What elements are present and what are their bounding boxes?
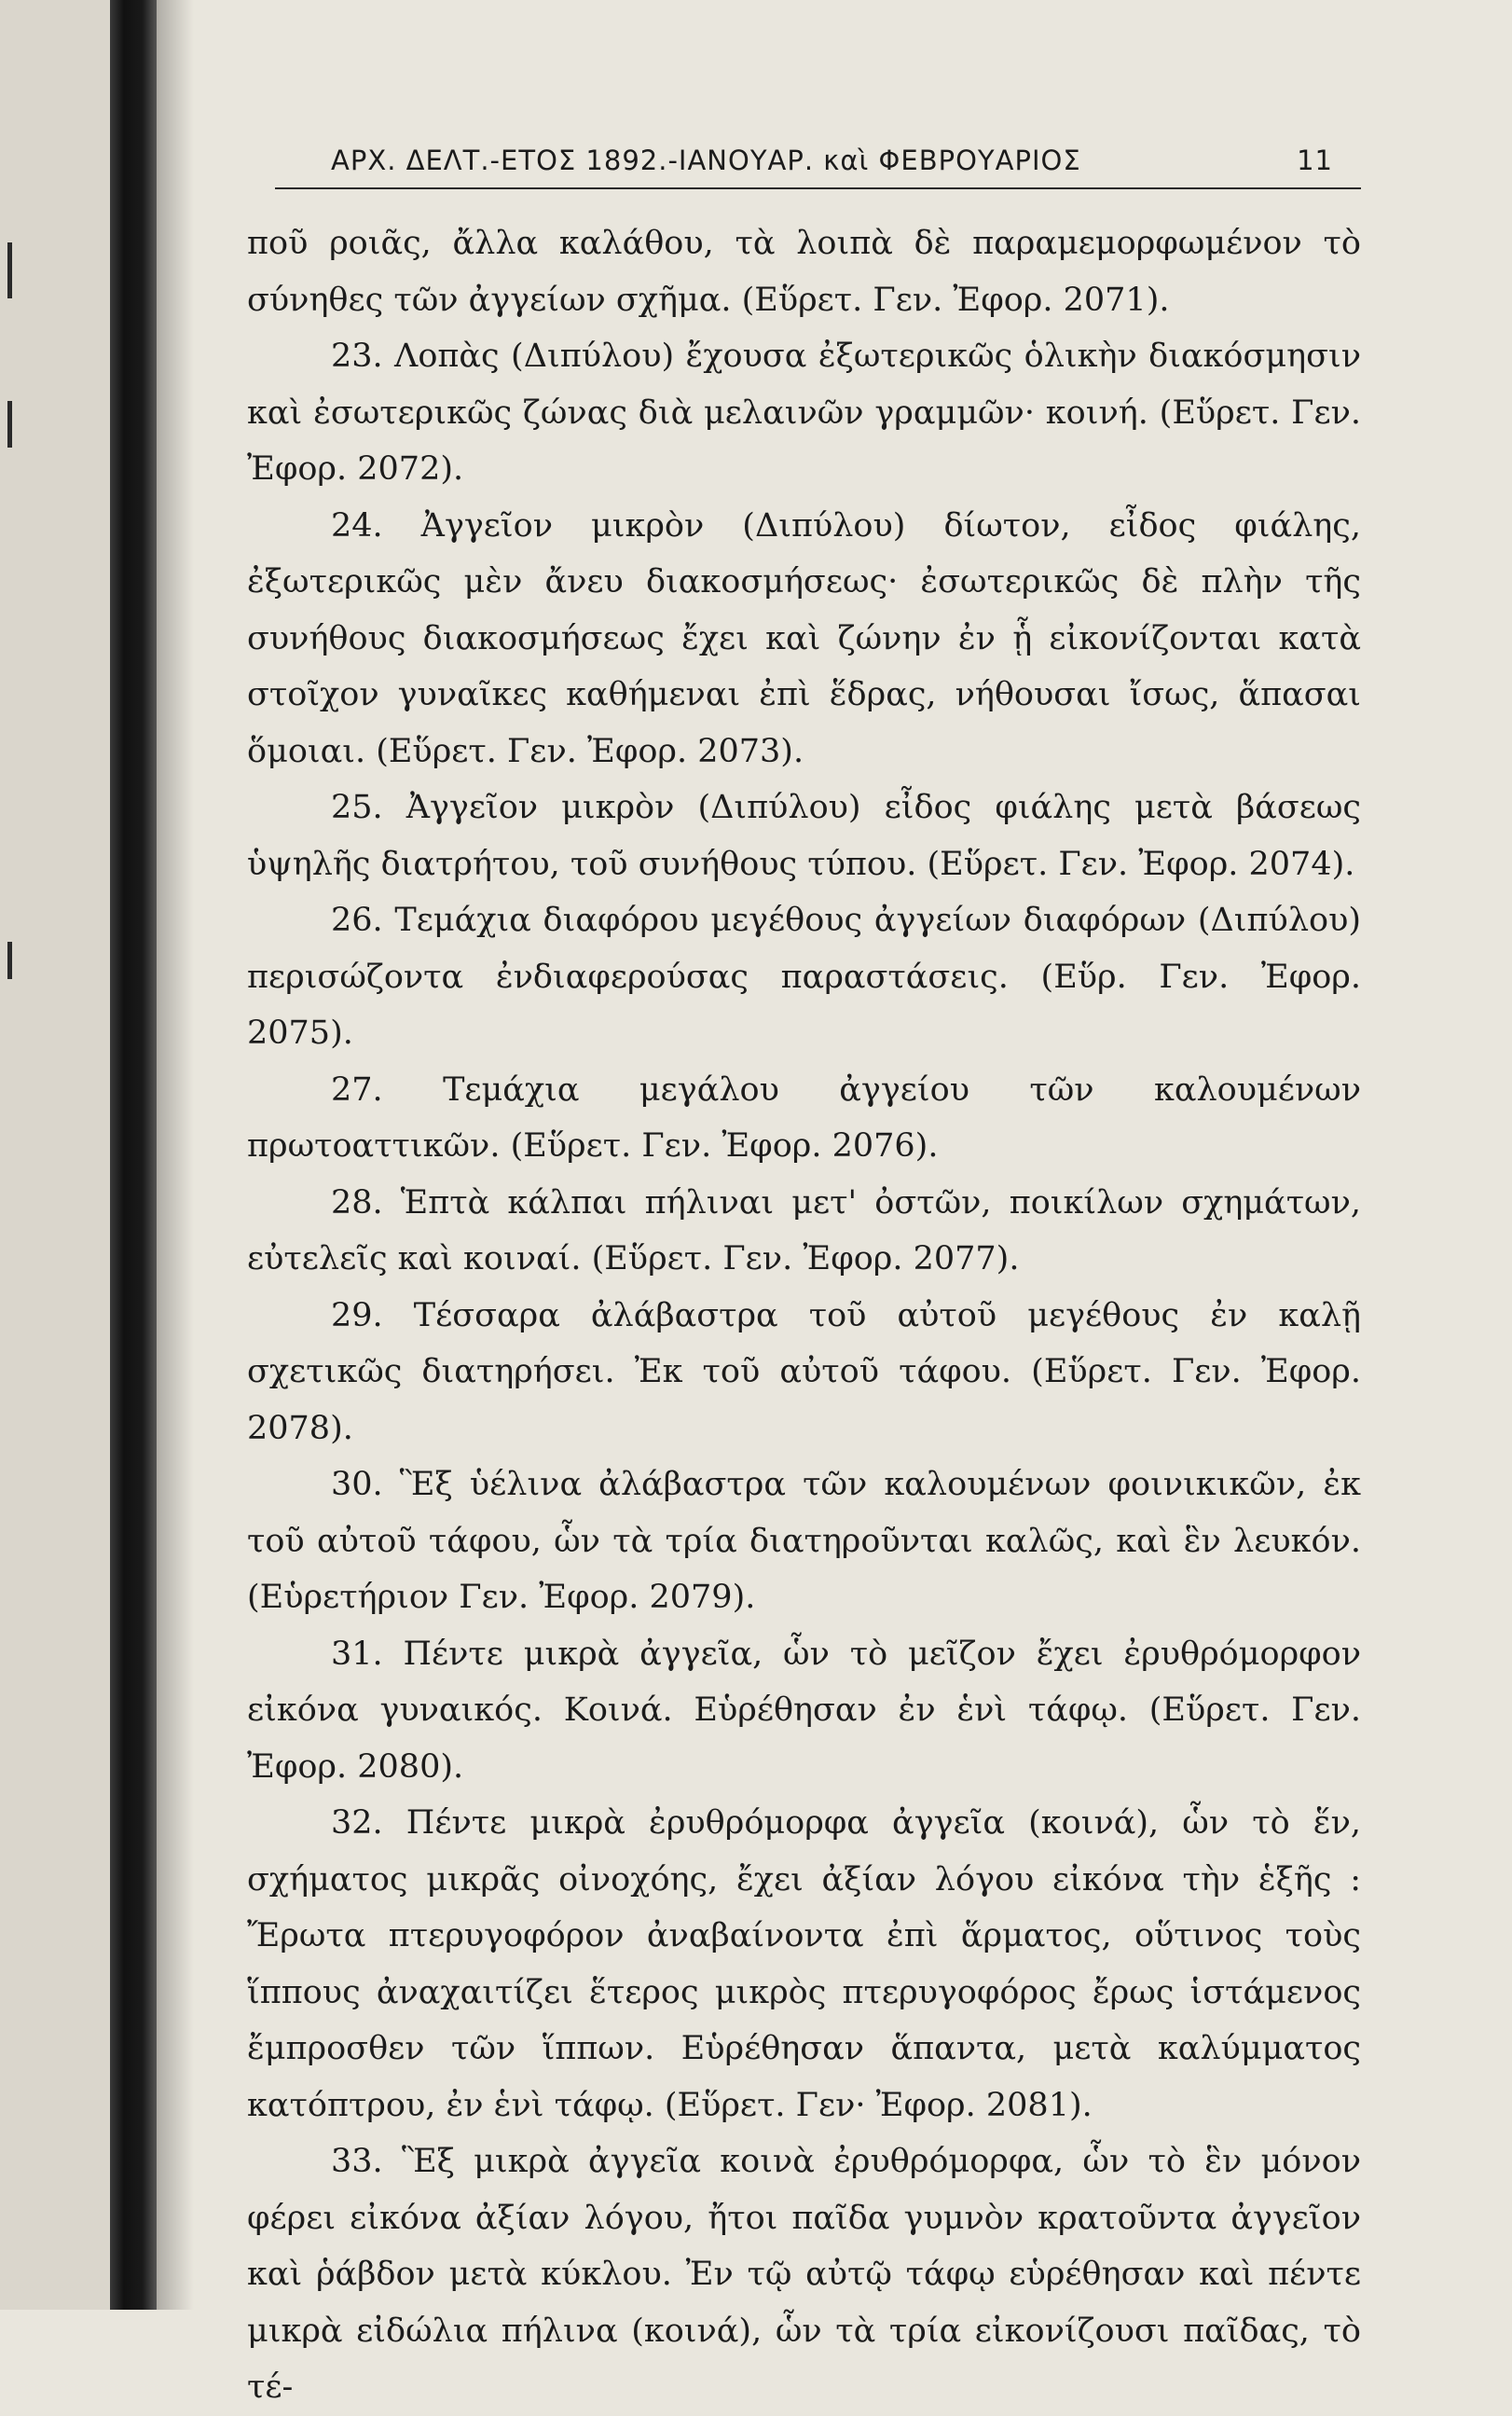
page-number: 11 <box>1297 145 1333 176</box>
paragraph-continued: ποῦ ροιᾶς, ἄλλα καλάθου, τὰ λοιπὰ δὲ παραμεμορφωμένον τὸ σύνηθες τῶν ἀγγείων σχῆμα. (Εὕρετ. Γεν. Ἐφορ. 2071). <box>247 225 1361 319</box>
entry-31: 31. Πέντε μικρὰ ἀγγεῖα, ὧν τὸ μεῖζον ἔχει ἐρυθρόμορφον εἰκόνα γυναικός. Κοινά. Εὑρέθησαν ἐν ἑνὶ τάφῳ. (Εὕρετ. Γεν. Ἐφορ. 2080). <box>247 1635 1361 1786</box>
facing-page-mark <box>7 242 12 298</box>
entry-27: 27. Τεμάχια μεγάλου ἀγγείου τῶν καλουμένων πρωτοαττικῶν. (Εὕρετ. Γεν. Ἐφορ. 2076). <box>247 1070 1361 1165</box>
entry-32: 32. Πέντε μικρὰ ἐρυθρόμορφα ἀγγεῖα (κοινά), ὧν τὸ ἕν, σχήματος μικρᾶς οἰνοχόης, ἔχει ἀξίαν λόγου εἰκόνα τὴν ἑξῆς : Ἔρωτα πτερυγοφόρον ἀναβαίνοντα ἐπὶ ἅρματος, οὕτινος τοὺς ἵππους ἀναχαιτίζει ἕτερος μικρὸς πτερυγοφόρος ἔρως ἱστάμενος ἔμπροσθεν τῶν ἵππων. Εὑρέθησαν ἅπαντα, μετὰ καλύμματος κατόπτρου, ἐν ἑνὶ τάφῳ. (Εὕρετ. Γεν· Ἐφορ. 2081). <box>247 1804 1361 2124</box>
body-text <box>247 215 1361 2416</box>
book-spine-shadow <box>110 0 157 2310</box>
entry-26: 26. Τεμάχια διαφόρου μεγέθους ἀγγείων διαφόρων (Διπύλου) περισώζοντα ἐνδιαφερούσας παραστάσεις. (Εὕρ. Γεν. Ἐφορ. 2075). <box>247 902 1361 1052</box>
header-rule <box>275 187 1361 189</box>
entry-25: 25. Ἀγγεῖον μικρὸν (Διπύλου) εἶδος φιάλης μετὰ βάσεως ὑψηλῆς διατρήτου, τοῦ συνήθους τύπου. (Εὕρετ. Γεν. Ἐφορ. 2074). <box>247 789 1361 883</box>
page <box>247 145 1361 2416</box>
running-head <box>247 145 1361 176</box>
entry-30: 30. Ἓξ ὑέλινα ἀλάβαστρα τῶν καλουμένων φοινικικῶν, ἐκ τοῦ αὐτοῦ τάφου, ὧν τὰ τρία διατηροῦνται καλῶς, καὶ ἓν λευκόν. (Εὑρετήριον Γεν. Ἐφορ. 2079). <box>247 1466 1361 1616</box>
entry-23: 23. Λοπὰς (Διπύλου) ἔχουσα ἐξωτερικῶς ὁλικὴν διακόσμησιν καὶ ἐσωτερικῶς ζώνας διὰ μελαινῶν γραμμῶν· κοινή. (Εὕρετ. Γεν. Ἐφορ. 2072). <box>247 338 1361 488</box>
entry-29: 29. Τέσσαρα ἀλάβαστρα τοῦ αὐτοῦ μεγέθους ἐν καλῇ σχετικῶς διατηρήσει. Ἐκ τοῦ αὐτοῦ τάφου. (Εὕρετ. Γεν. Ἐφορ. 2078). <box>247 1296 1361 1447</box>
running-head-title: ΑΡΧ. ΔΕΛΤ.-ΕΤΟΣ 1892.-ΙΑΝΟΥΑΡ. καὶ ΦΕΒΡΟΥΑΡΙΟΣ <box>331 145 1081 176</box>
entry-28: 28. Ἑπτὰ κάλπαι πήλιναι μετ' ὀστῶν, ποικίλων σχημάτων, εὐτελεῖς καὶ κοιναί. (Εὕρετ. Γεν. Ἐφορ. 2077). <box>247 1183 1361 1277</box>
entry-24: 24. Ἀγγεῖον μικρὸν (Διπύλου) δίωτον, εἶδος φιάλης, ἐξωτερικῶς μὲν ἄνευ διακοσμήσεως· ἐσωτερικῶς δὲ πλὴν τῆς συνήθους διακοσμήσεως ἔχει καὶ ζώνην ἐν ᾗ εἰκονίζονται κατὰ στοῖχον γυναῖκες καθήμεναι ἐπὶ ἕδρας, νήθουσαι ἴσως, ἅπασαι ὅμοιαι. (Εὕρετ. Γεν. Ἐφορ. 2073). <box>247 506 1361 770</box>
facing-page-mark <box>7 942 12 979</box>
gutter-shadow <box>157 0 194 2310</box>
facing-page-edge <box>0 0 110 2310</box>
entry-33: 33. Ἓξ μικρὰ ἀγγεῖα κοινὰ ἐρυθρόμορφα, ὧν τὸ ἓν μόνον φέρει εἰκόνα ἀξίαν λόγου, ἤτοι παῖδα γυμνὸν κρατοῦντα ἀγγεῖον καὶ ῥάβδον μετὰ κύκλου. Ἐν τῷ αὐτῷ τάφῳ εὑρέθησαν καὶ πέντε μικρὰ εἰδώλια πήλινα (κοινά), ὧν τὰ τρία εἰκονίζουσι παῖδας, τὸ τέ- <box>247 2143 1361 2406</box>
facing-page-mark <box>7 401 12 448</box>
